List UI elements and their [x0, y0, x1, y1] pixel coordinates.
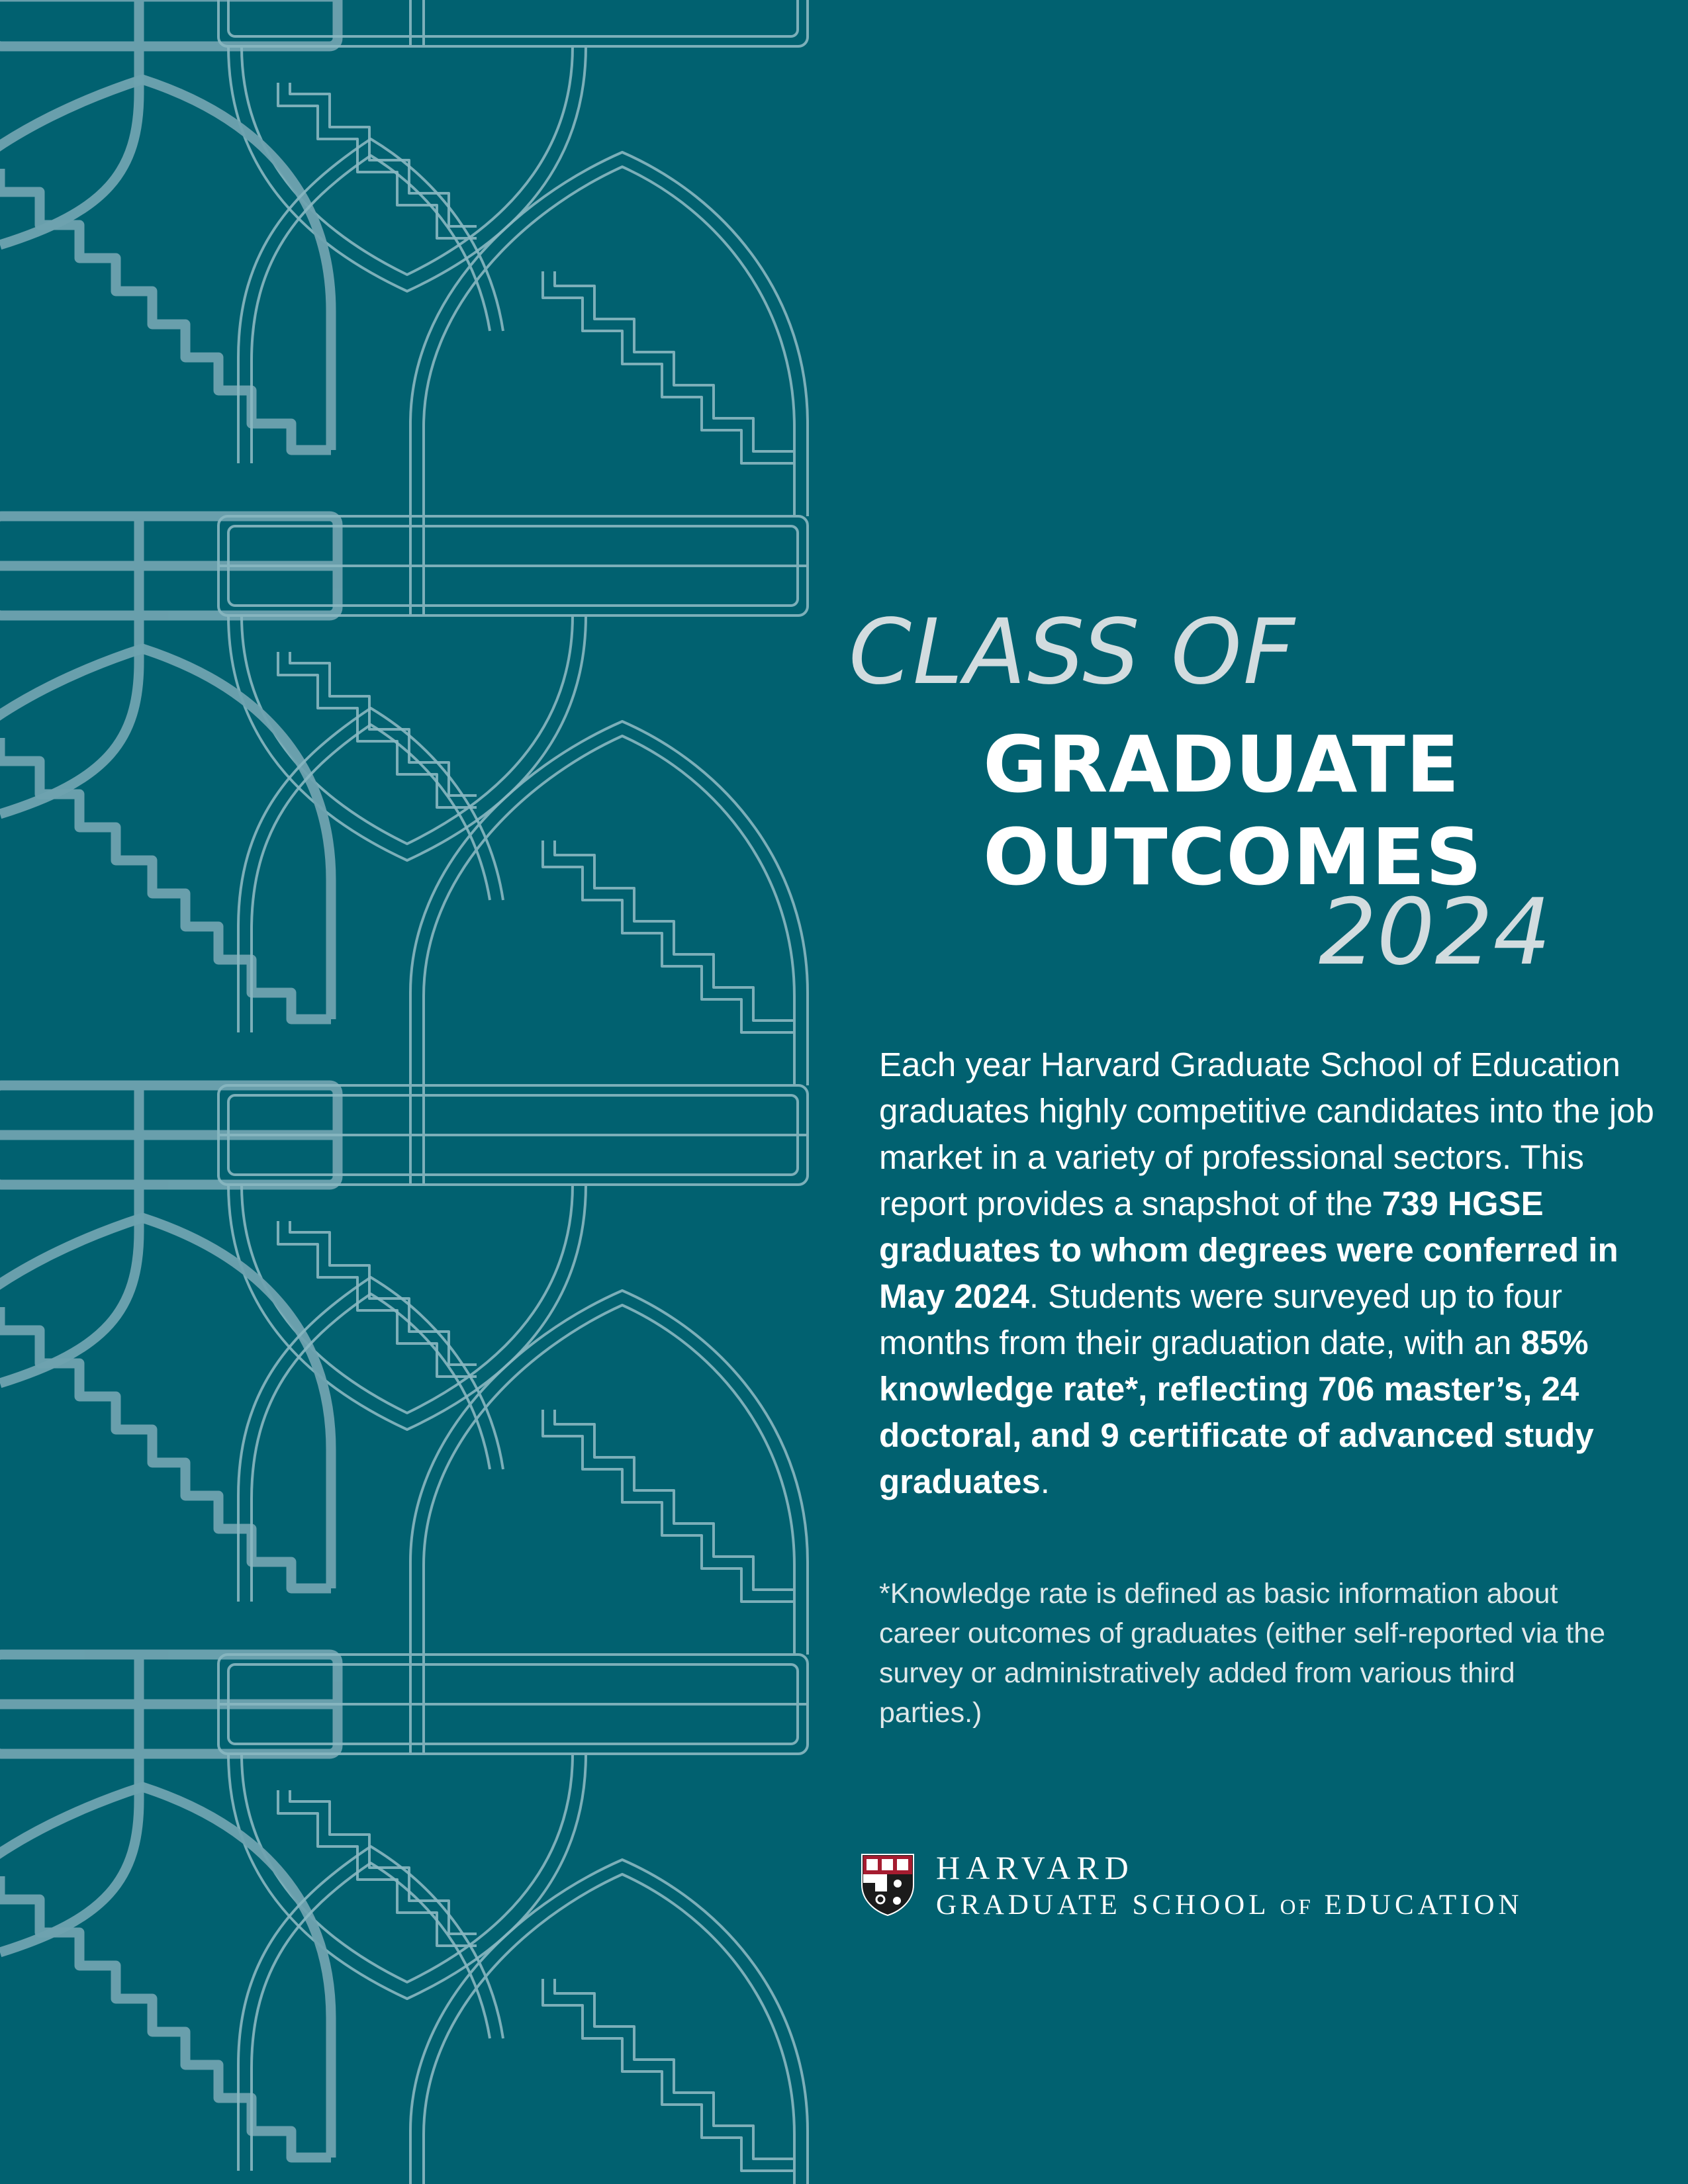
- knowledge-rate-footnote: *Knowledge rate is defined as basic information about career outcomes of graduates (either self-reported via the survey or administratively added from various third parties.): [879, 1578, 1606, 1729]
- logo-school-of: OF: [1280, 1895, 1313, 1919]
- logo-school-text: [936, 1891, 1523, 1919]
- report-title: [983, 718, 1483, 903]
- title-prefix: CLASS OF: [849, 600, 1297, 705]
- logo-school-part-1: GRADUATE SCHOOL: [936, 1889, 1280, 1921]
- title-line-2: OUTCOMES: [983, 811, 1483, 903]
- harvard-shield-icon: [861, 1853, 915, 1917]
- logo-school-part-2: EDUCATION: [1313, 1889, 1523, 1921]
- arch-pattern-background: [0, 0, 821, 2184]
- intro-highlight-knowledge-rate: 85% knowledge rate*, reflecting 706 master’s, 24 doctoral, and 9 certificate of advanced study graduates: [879, 1324, 1594, 1500]
- title-line-1: GRADUATE: [983, 719, 1460, 810]
- intro-text-3: .: [1040, 1463, 1050, 1500]
- intro-text-1: Each year Harvard Graduate School of Education graduates highly competitive candidates into the job market in a variety of professional sectors. This report provides a snapshot of the: [879, 1046, 1654, 1222]
- intro-text-2: . Students were surveyed up to four months from their graduation date, with an: [879, 1277, 1562, 1361]
- intro-highlight-graduates: 739 HGSE graduates to whom degrees were conferred in May 2024: [879, 1185, 1618, 1315]
- intro-paragraph: [879, 1042, 1660, 1505]
- harvard-gse-logo: [861, 1850, 1628, 1929]
- logo-harvard-text: HARVARD: [936, 1849, 1135, 1886]
- title-year: 2024: [1319, 879, 1552, 985]
